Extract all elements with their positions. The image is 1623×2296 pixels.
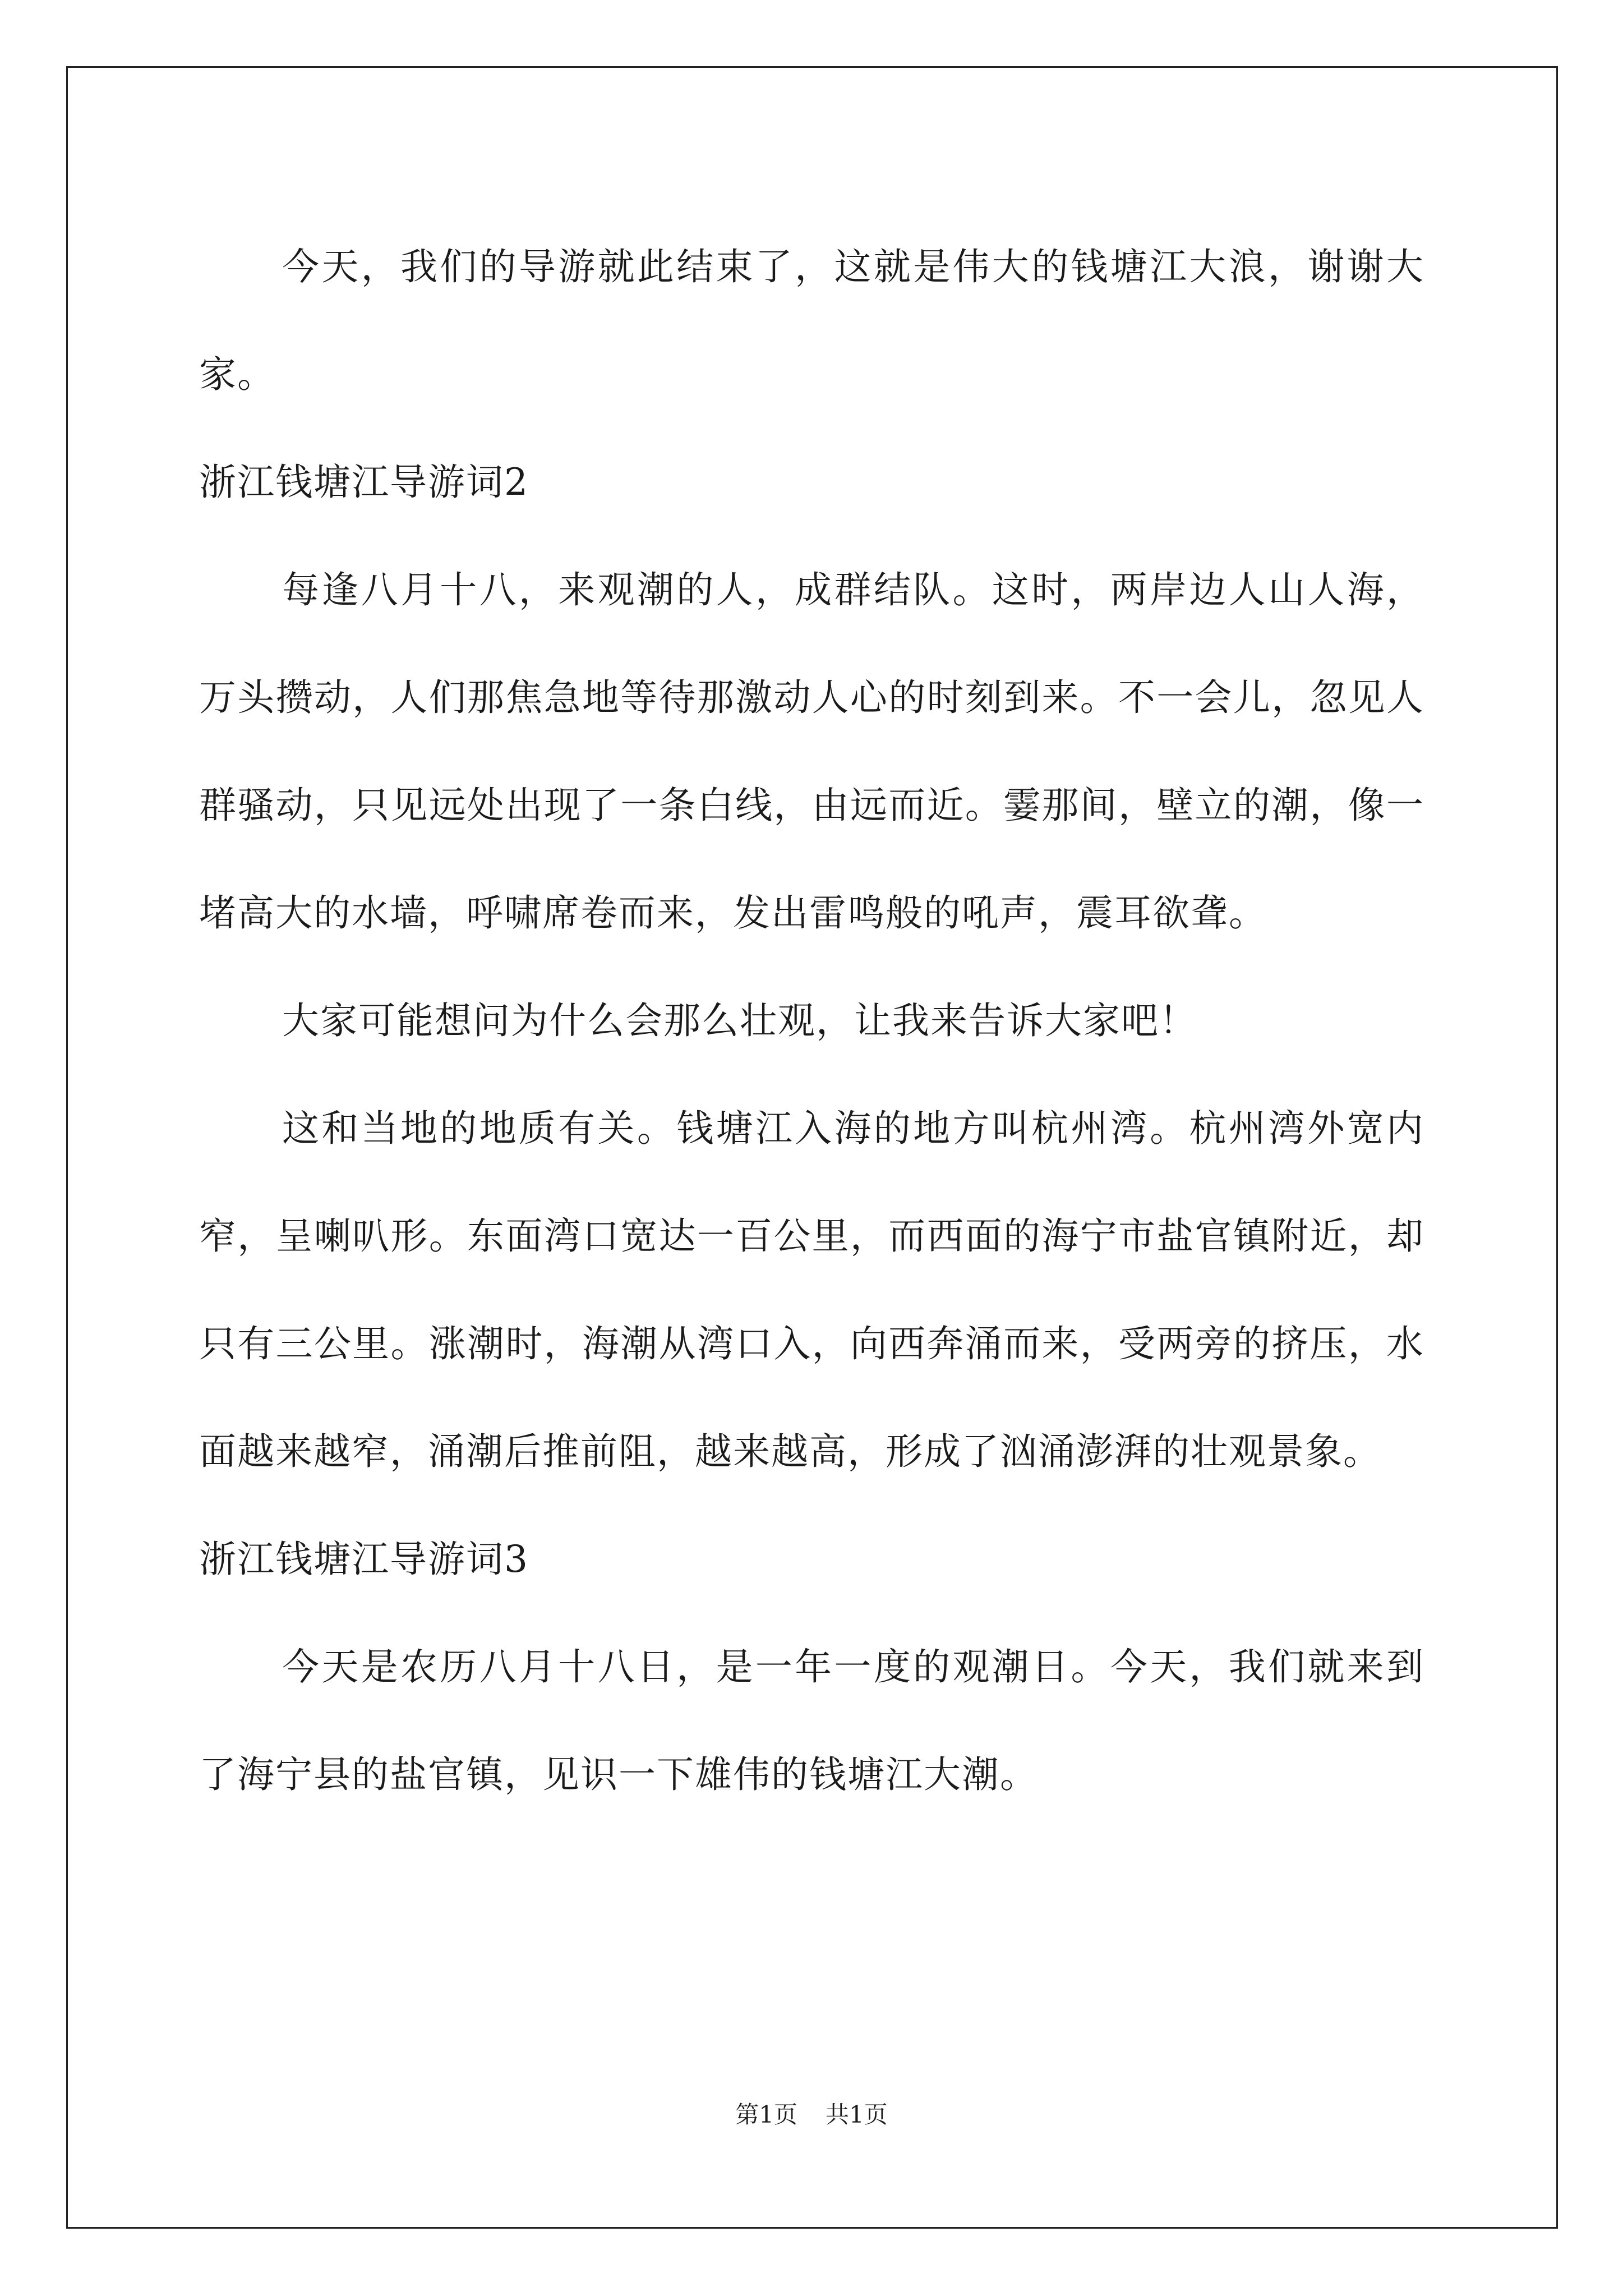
section-heading-3: 浙江钱塘江导游词3 [199, 1538, 529, 1581]
paragraph-geology: 这和当地的地质有关。钱塘江入海的地方叫杭州湾。杭州湾外宽内窄，呈喇叭形。东面湾口宽达一百公里，而西面的海宁市盐官镇附近，却只有三公里。涨潮时，海潮从湾口入，向西奔涌而来，受两旁的挤压，水面越来越窄，涌潮后推前阻，越来越高，形成了汹涌澎湃的壮观景象。 [199, 1107, 1424, 1473]
page-footer [0, 2098, 1623, 2132]
paragraph-closing: 今天，我们的导游就此结束了，这就是伟大的钱塘江大浪，谢谢大家。 [199, 245, 1424, 396]
section-heading-2: 浙江钱塘江导游词2 [199, 461, 529, 504]
paragraph-tide-scene: 每逢八月十八，来观潮的人，成群结队。这时，两岸边人山人海，万头攒动，人们那焦急地等待那激动人心的时刻到来。不一会儿，忽见人群骚动，只见远处出现了一条白线，由远而近。霎那间，壁立的潮，像一堵高大的水墙，呼啸席卷而来，发出雷鸣般的吼声，震耳欲聋。 [199, 568, 1424, 935]
document-body [199, 213, 1424, 1829]
paragraph-intro: 今天是农历八月十八日，是一年一度的观潮日。今天，我们就来到了海宁县的盐官镇，见识一下雄伟的钱塘江大潮。 [199, 1645, 1424, 1796]
page-number-current: 第1页 [735, 2101, 797, 2128]
paragraph-question: 大家可能想问为什么会那么壮观，让我来告诉大家吧！ [282, 999, 1197, 1042]
page-number-total: 共1页 [826, 2101, 888, 2128]
